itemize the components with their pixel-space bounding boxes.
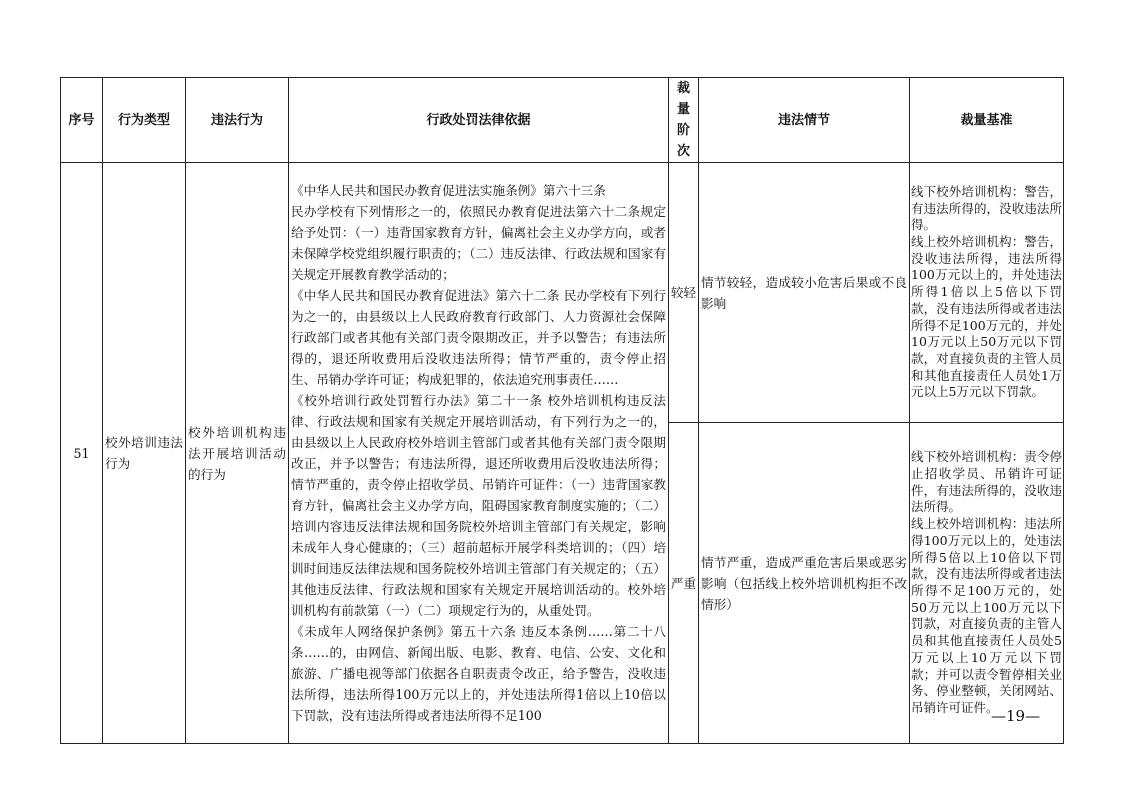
page-number: —19— xyxy=(991,707,1041,725)
cell-standard-minor: 线下校外培训机构：警告，有违法所得的，没收违法所得。 线上校外培训机构：警告，没收违法所得，违法所得100万元以上的，并处违法所得1倍以上5倍以下罚款，没有违法所得或者违法所得不足100万元的，并处10万元以上50万元以下罚款，对直接负责的主管人员和其他直接责任人员处1万元以上5万元以下罚款。 xyxy=(910,163,1064,423)
header-circumstance: 违法情节 xyxy=(699,78,910,163)
cell-standard-severe: 线下校外培训机构：责令停止招收学员、吊销许可证件，有违法所得的，没收违法所得。 线上校外培训机构：违法所得100万元以上的，处违法所得5倍以上10倍以下罚款，没有违法所得或者违法所得不足100万元的，处50万元以上100万元以下罚款，对直接负责的主管人员和其他直接责任人员处5万元以上10万元以下罚款；并可以责令暂停相关业务、停业整顿，关闭网站、吊销许可证件。 xyxy=(910,423,1064,744)
penalty-standard-table xyxy=(60,77,1064,744)
header-level: 裁量 阶次 xyxy=(669,78,699,163)
table-header-row xyxy=(61,78,1064,163)
header-standard: 裁量基准 xyxy=(910,78,1064,163)
header-seq: 序号 xyxy=(61,78,103,163)
cell-seq: 51 xyxy=(61,163,103,744)
header-type: 行为类型 xyxy=(103,78,186,163)
header-basis: 行政处罚法律依据 xyxy=(289,78,669,163)
cell-level-minor: 较轻 xyxy=(669,163,699,423)
cell-type: 校外培训违法行为 xyxy=(103,163,186,744)
cell-violation: 校外培训机构违法开展培训活动的行为 xyxy=(186,163,289,744)
cell-circumstance-severe: 情节严重，造成严重危害后果或恶劣影响（包括线上校外培训机构拒不改情形） xyxy=(699,423,910,744)
cell-level-severe: 严重 xyxy=(669,423,699,744)
table-row xyxy=(61,163,1064,423)
header-violation: 违法行为 xyxy=(186,78,289,163)
cell-circumstance-minor: 情节较轻，造成较小危害后果或不良影响 xyxy=(699,163,910,423)
cell-legal-basis: 《中华人民共和国民办教育促进法实施条例》第六十三条 民办学校有下列情形之一的，依照民办教育促进法第六十二条规定给予处罚：（一）违背国家教育方针，偏离社会主义办学方向，或者未保障学校党组织履行职责的；（二）违反法律、行政法规和国家有关规定开展教育教学活动的； 《中华人民共和国民办教育促进法》第六十二条 民办学校有下列行为之一的，由县级以上人民政府教育行政部门、人力资源社会保障行政部门或者其他有关部门责令限期改正，并予以警告；有违法所得的，退还所收费用后没收违法所得；情节严重的，责令停止招生、吊销办学许可证；构成犯罪的，依法追究刑事责任…… 《校外培训行政处罚暂行办法》第二十一条 校外培训机构违反法律、行政法规和国家有关规定开展培训活动，有下列行为之一的，由县级以上人民政府校外培训主管部门或者其他有关部门责令限期改正，并予以警告；有违法所得，退还所收费用后没收违法所得；情节严重的，责令停止招收学员、吊销许可证件：（一）违背国家教育方针，偏离社会主义办学方向，阻碍国家教育制度实施的；（二）培训内容违反法律法规和国务院校外培训主管部门有关规定，影响未成年人身心健康的；（三）超前超标开展学科类培训的；（四）培训时间违反法律法规和国务院校外培训主管部门有关规定的；（五）其他违反法律、行政法规和国家有关规定开展培训活动的。校外培训机构有前款第（一）（二）项规定行为的，从重处罚。 《未成年人网络保护条例》第五十六条 违反本条例……第二十八条……的，由网信、新闻出版、电影、教育、电信、公安、文化和旅游、广播电视等部门依据各自职责责令改正，给予警告，没收违法所得，违法所得100万元以上的，并处违法所得1倍以上10倍以下罚款，没有违法所得或者违法所得不足100 xyxy=(289,163,669,744)
